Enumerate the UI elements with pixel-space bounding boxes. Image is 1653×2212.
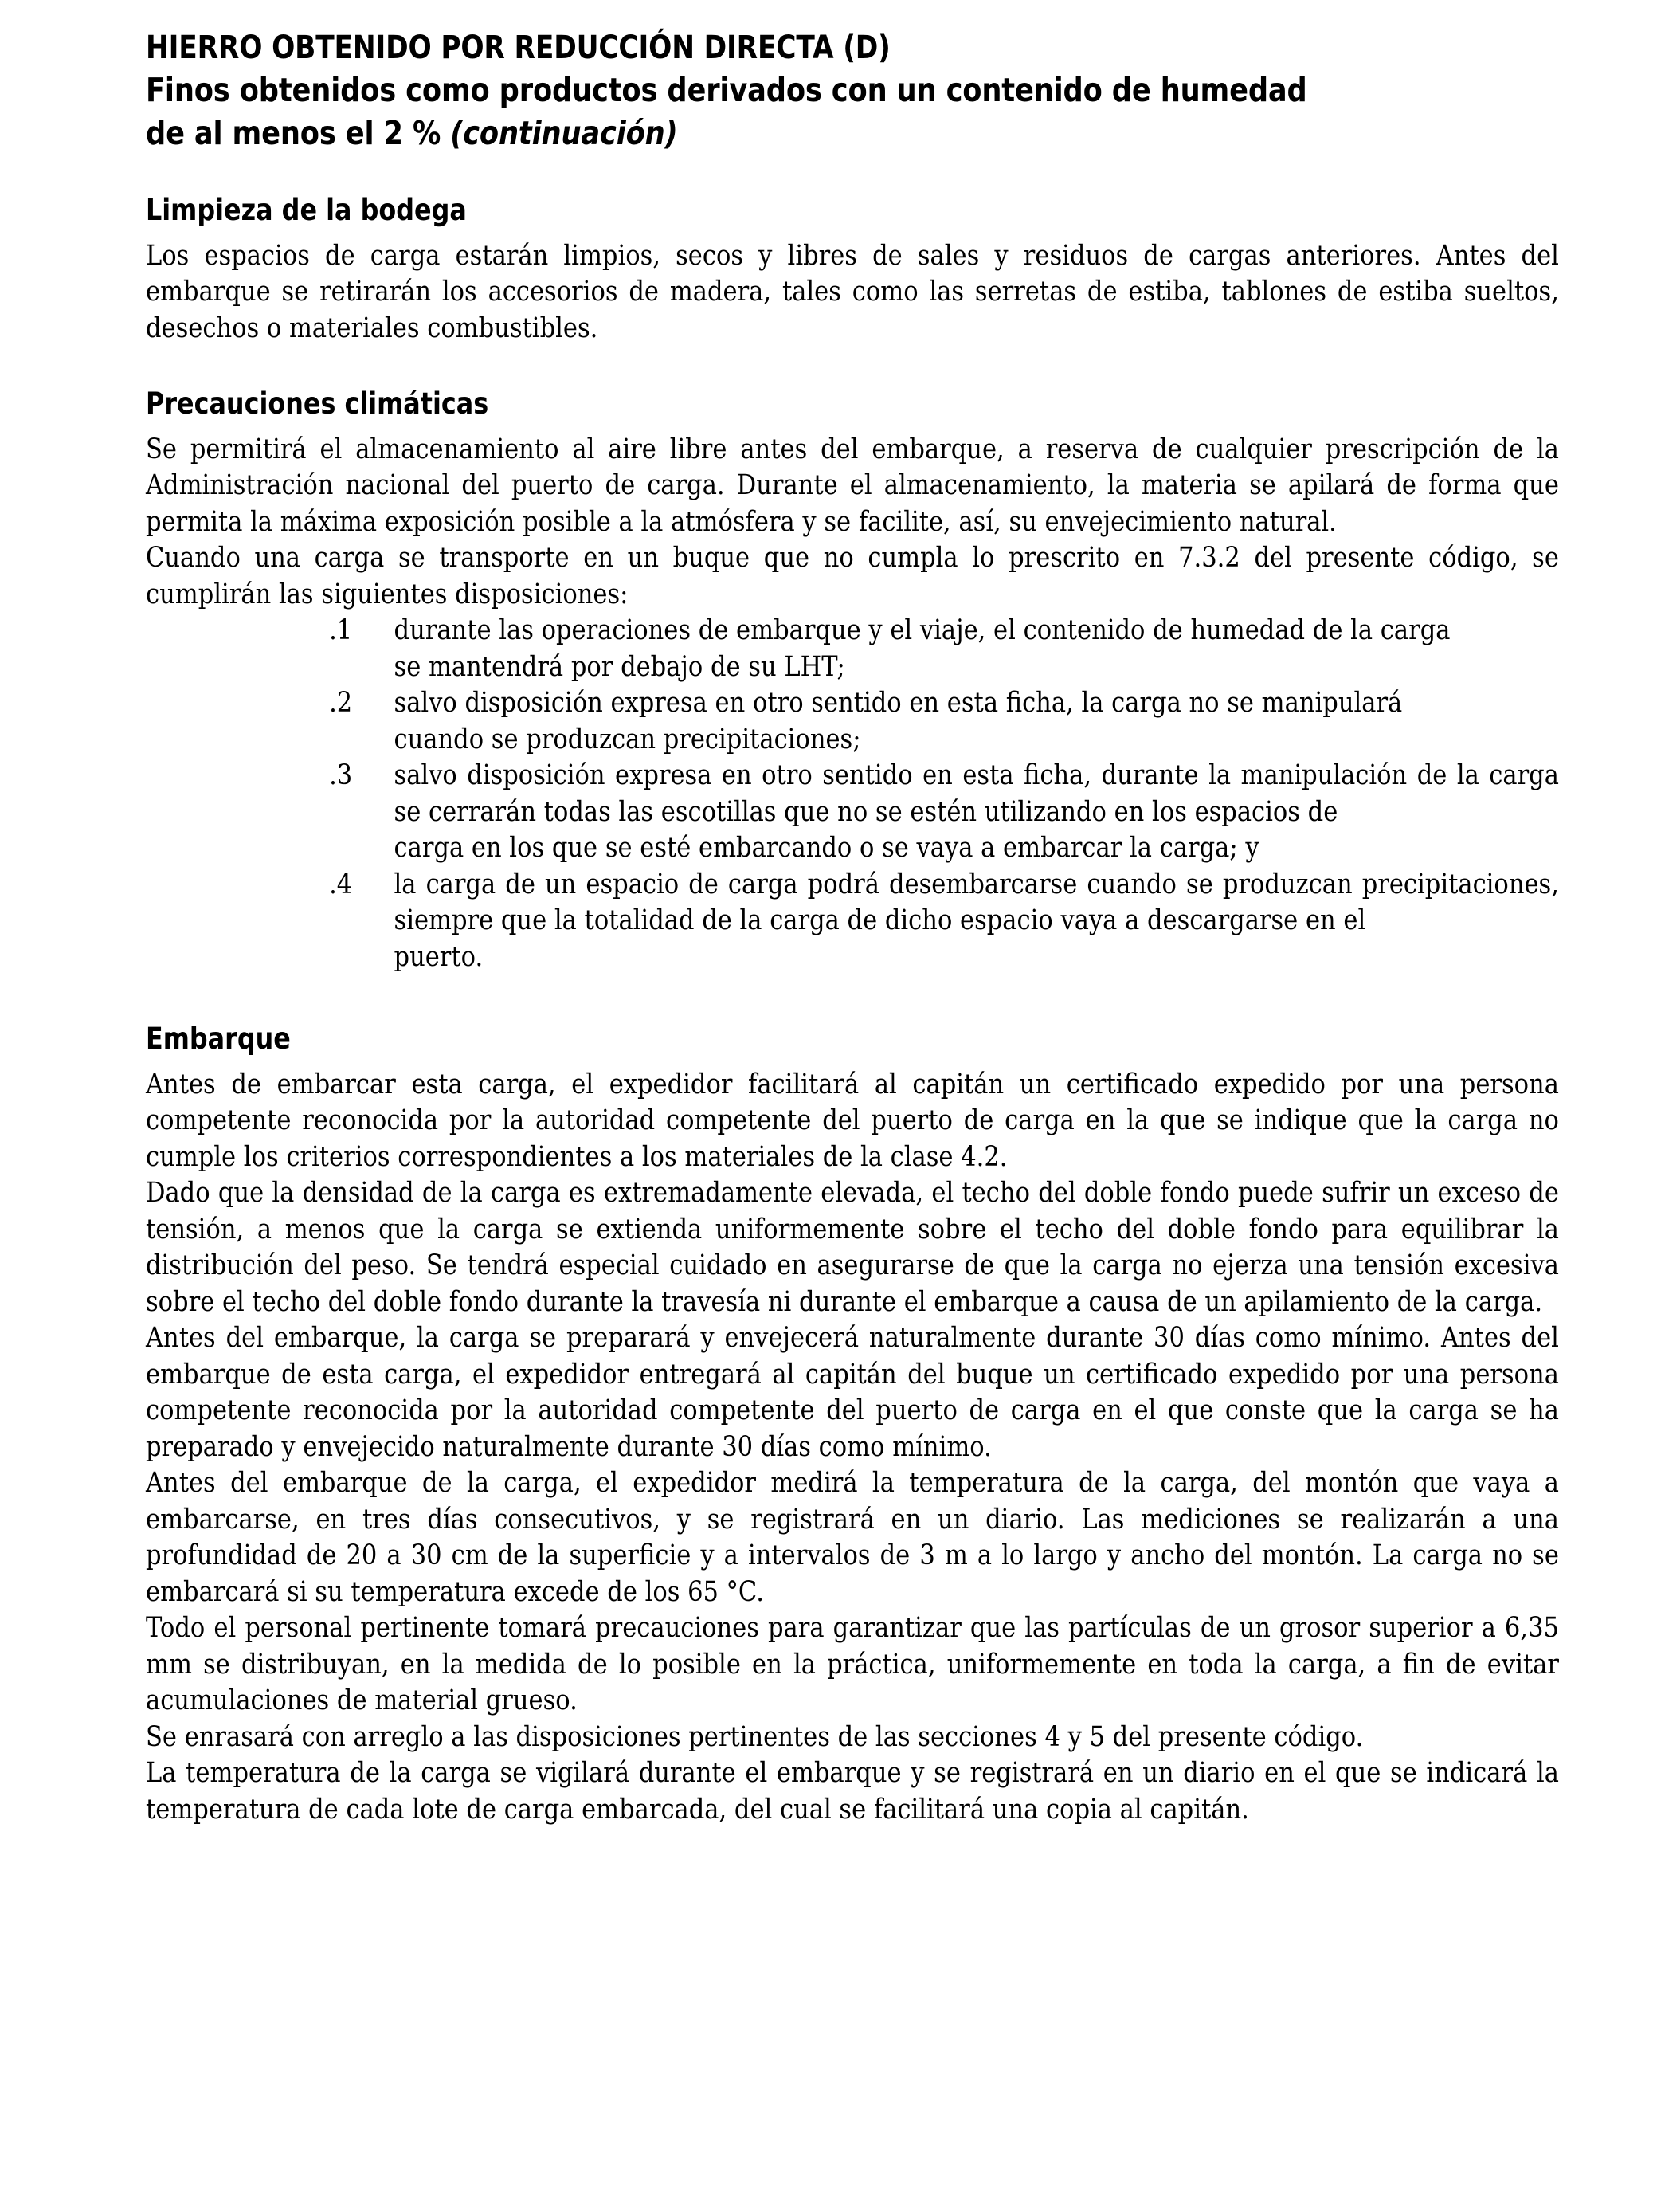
list-item-marker: .4: [329, 868, 353, 900]
paragraph: Cuando una carga se transporte en un buque que no cumpla lo prescrito en 7.3.2 del presente código, se cumplirán las siguientes disposiciones:: [146, 542, 1559, 610]
section-precauciones-climaticas: [146, 386, 1559, 975]
section-embarque: [146, 1022, 1559, 1828]
list-item-body: salvo disposición expresa en otro sentido en esta ficha, la carga no se manipulará: [394, 687, 1403, 720]
list-item-body: salvo disposición expresa en otro sentido en esta ficha, durante la manipulación de la carga se cerrarán todas las escotillas que no se estén utilizando en los espacios de: [394, 759, 1559, 828]
list-item-text: [394, 685, 1559, 758]
section-heading-limpieza: Limpieza de la bodega: [146, 193, 467, 228]
list-item-text: [394, 867, 1559, 976]
numbered-provisions-list: [146, 613, 1559, 975]
list-item-last-line: carga en los que se esté embarcando o se vaya a embarcar la carga; y: [394, 832, 1259, 865]
paragraph: Los espacios de carga estarán limpios, secos y libres de sales y residuos de cargas anteriores. Antes del embarque se retirarán los accesorios de madera, tales como las serretas de estiba, tablones de estiba sueltos, desechos o materiales combustibles.: [146, 239, 1559, 344]
list-item: [146, 685, 1559, 758]
list-item-text: [394, 758, 1559, 867]
list-item-body: la carga de un espacio de carga podrá desembarcarse cuando se produzcan precipitaciones, siempre que la totalidad de la carga de dicho espacio vaya a descargarse en el: [394, 868, 1559, 937]
page-subtitle-line-1: Finos obtenidos como productos derivados con un contenido de humedad: [146, 71, 1307, 109]
paragraph: Se permitirá el almacenamiento al aire libre antes del embarque, a reserva de cualquier prescripción de la Administración nacional del puerto de carga. Durante el almacenamiento, la materia se apilará de forma que permita la máxima exposición posible a la atmósfera y se facilite, así, su envejecimiento natural.: [146, 433, 1559, 538]
paragraph: Antes del embarque, la carga se preparará y envejecerá naturalmente durante 30 días como mínimo. Antes del embarque de esta carga, el expedidor entregará al capitán del buque un certificado expedido por una persona competente reconocida por la autoridad competente del puerto de carga en el que conste que la carga se ha preparado y envejecido naturalmente durante 30 días como mínimo.: [146, 1322, 1559, 1463]
list-item: [146, 613, 1559, 685]
list-item: [146, 758, 1559, 867]
paragraph: Antes de embarcar esta carga, el expedidor facilitará al capitán un certificado expedido por una persona competente reconocida por la autoridad competente del puerto de carga en la que se indique que la carga no cumple los criterios correspondientes a los materiales de la clase 4.2.: [146, 1068, 1559, 1173]
page-subtitle-line-2: [146, 114, 1361, 153]
section-limpieza-de-la-bodega: [146, 193, 1559, 347]
list-item-last-line: cuando se produzcan precipitaciones;: [394, 723, 861, 755]
paragraph: Antes del embarque de la carga, el expedidor medirá la temperatura de la carga, del montón que vaya a embarcarse, en tres días consecutivos, y se registrará en un diario. Las mediciones se realizarán a una profundidad de 20 a 30 cm de la superficie y a intervalos de 3 m a lo largo y ancho del montón. La carga no se embarcará si su temperatura excede de los 65 °C.: [146, 1467, 1559, 1608]
section-heading-embarque: Embarque: [146, 1022, 291, 1057]
list-item-last-line: se mantendrá por debajo de su LHT;: [394, 650, 845, 683]
list-item: [146, 867, 1559, 976]
list-item-marker: .2: [329, 687, 353, 720]
list-item-marker: .3: [329, 759, 353, 792]
continuation-label: (continuación): [450, 114, 678, 153]
list-item-body: durante las operaciones de embarque y el viaje, el contenido de humedad de la carga: [394, 614, 1451, 647]
list-item-marker: .1: [329, 614, 353, 647]
section-heading-precauciones: Precauciones climáticas: [146, 386, 489, 422]
paragraph: La temperatura de la carga se vigilará durante el embarque y se registrará en un diario en el que se indicará la temperatura de cada lote de carga embarcada, del cual se facilitará una copia al capitán.: [146, 1757, 1559, 1826]
page-title: HIERRO OBTENIDO POR REDUCCIÓN DIRECTA (D): [146, 29, 891, 66]
paragraph: Dado que la densidad de la carga es extremadamente elevada, el techo del doble fondo puede sufrir un exceso de tensión, a menos que la carga se extienda uniformemente sobre el techo del doble fondo para equilibrar la distribución del peso. Se tendrá especial cuidado en asegurarse de que la carga no ejerza una tensión excesiva sobre el techo del doble fondo durante la travesía ni durante el embarque a causa de un apilamiento de la carga.: [146, 1177, 1559, 1318]
list-item-last-line: puerto.: [394, 940, 484, 973]
paragraph: Se enrasará con arreglo a las disposiciones pertinentes de las secciones 4 y 5 del presente código.: [146, 1720, 1364, 1753]
paragraph: Todo el personal pertinente tomará precauciones para garantizar que las partículas de un grosor superior a 6,35 mm se distribuyan, en la medida de lo posible en la práctica, uniformemente en toda la carga, a fin de evitar acumulaciones de material grueso.: [146, 1612, 1559, 1717]
document-header: [146, 29, 1559, 153]
subtitle-main-text: de al menos el 2 %: [146, 114, 441, 153]
list-item-text: [394, 613, 1559, 685]
